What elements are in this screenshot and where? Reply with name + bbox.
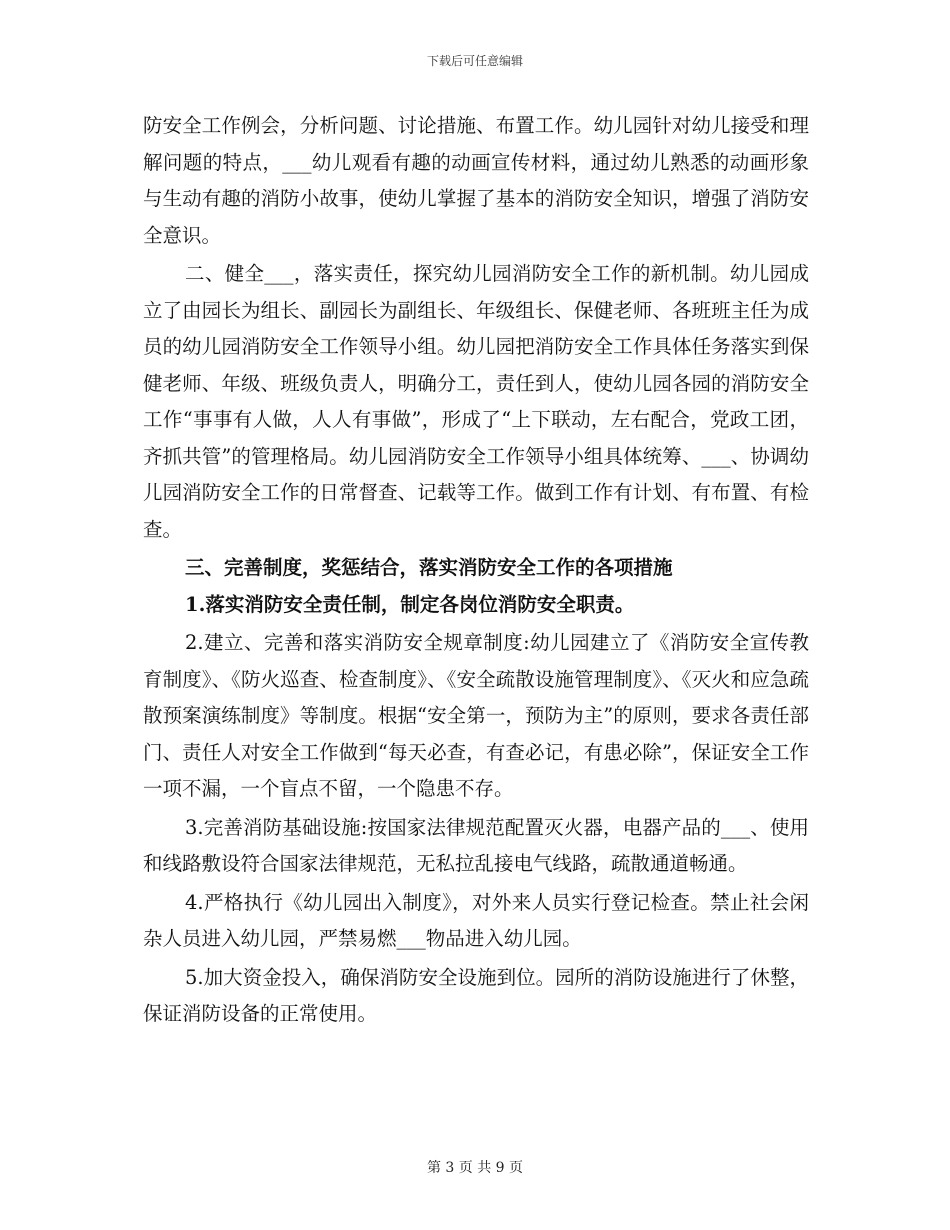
item-two: 2.建立、完善和落实消防安全规章制度:幼儿园建立了《消防安全宣传教育制度》、《防火巡查、检查制度》、《安全疏散设施管理制度》、《灭火和应急疏散预案演练制度》等制度。根据“安全第一，预防为主”的原则，要求各责任部门、责任人对安全工作做到“每天必查，有查必记，有患必除”，保证安全工作一项不漏，一个盲点不留，一个隐患不存。 [143, 631, 809, 800]
item-one: 1.落实消防安全责任制，制定各岗位消防安全职责。 [185, 592, 635, 616]
paragraph-continuation: 防安全工作例会，分析问题、讨论措施、布置工作。幼儿园针对幼儿接受和理解问题的特点，___幼儿观看有趣的动画宣传材料，通过幼儿熟悉的动画形象与生动有趣的消防小故事，使幼儿掌握了基本的消防安全知识，增强了消防安全意识。 [143, 114, 809, 247]
section-three-heading: 三、完善制度，奖惩结合，落实消防安全工作的各项措施 [185, 556, 673, 579]
item-four: 4.严格执行《幼儿园出入制度》，对外来人员实行登记检查。禁止社会闲杂人员进入幼儿园，严禁易燃___物品进入幼儿园。 [143, 890, 809, 950]
page-number: 第 3 页 共 9 页 [426, 1160, 524, 1176]
item-five: 5.加大资金投入，确保消防安全设施到位。园所的消防设施进行了休整，保证消防设备的正常使用。 [143, 965, 809, 1025]
item-three: 3.完善消防基础设施:按国家法律规范配置灭火器，电器产品的___、使用和线路敷设符合国家法律规范，无私拉乱接电气线路，疏散通道畅通。 [143, 815, 809, 875]
page-header: 下载后可任意编辑 [426, 54, 523, 68]
paragraph-section-two: 二、健全___，落实责任，探究幼儿园消防安全工作的新机制。幼儿园成立了由园长为组长、副园长为副组长、年级组长、保健老师、各班班主任为成员的幼儿园消防安全工作领导小组。幼儿园把消防安全工作具体任务落实到保健老师、年级、班级负责人，明确分工，责任到人，使幼儿园各园的消防安全工作“事事有人做，人人有事做”，形成了“上下联动，左右配合，党政工团，齐抓共管”的管理格局。幼儿园消防安全工作领导小组具体统筹、___、协调幼儿园消防安全工作的日常督查、记载等工作。做到工作有计划、有布置、有检查。 [143, 262, 809, 541]
document-body [143, 108, 809, 1033]
